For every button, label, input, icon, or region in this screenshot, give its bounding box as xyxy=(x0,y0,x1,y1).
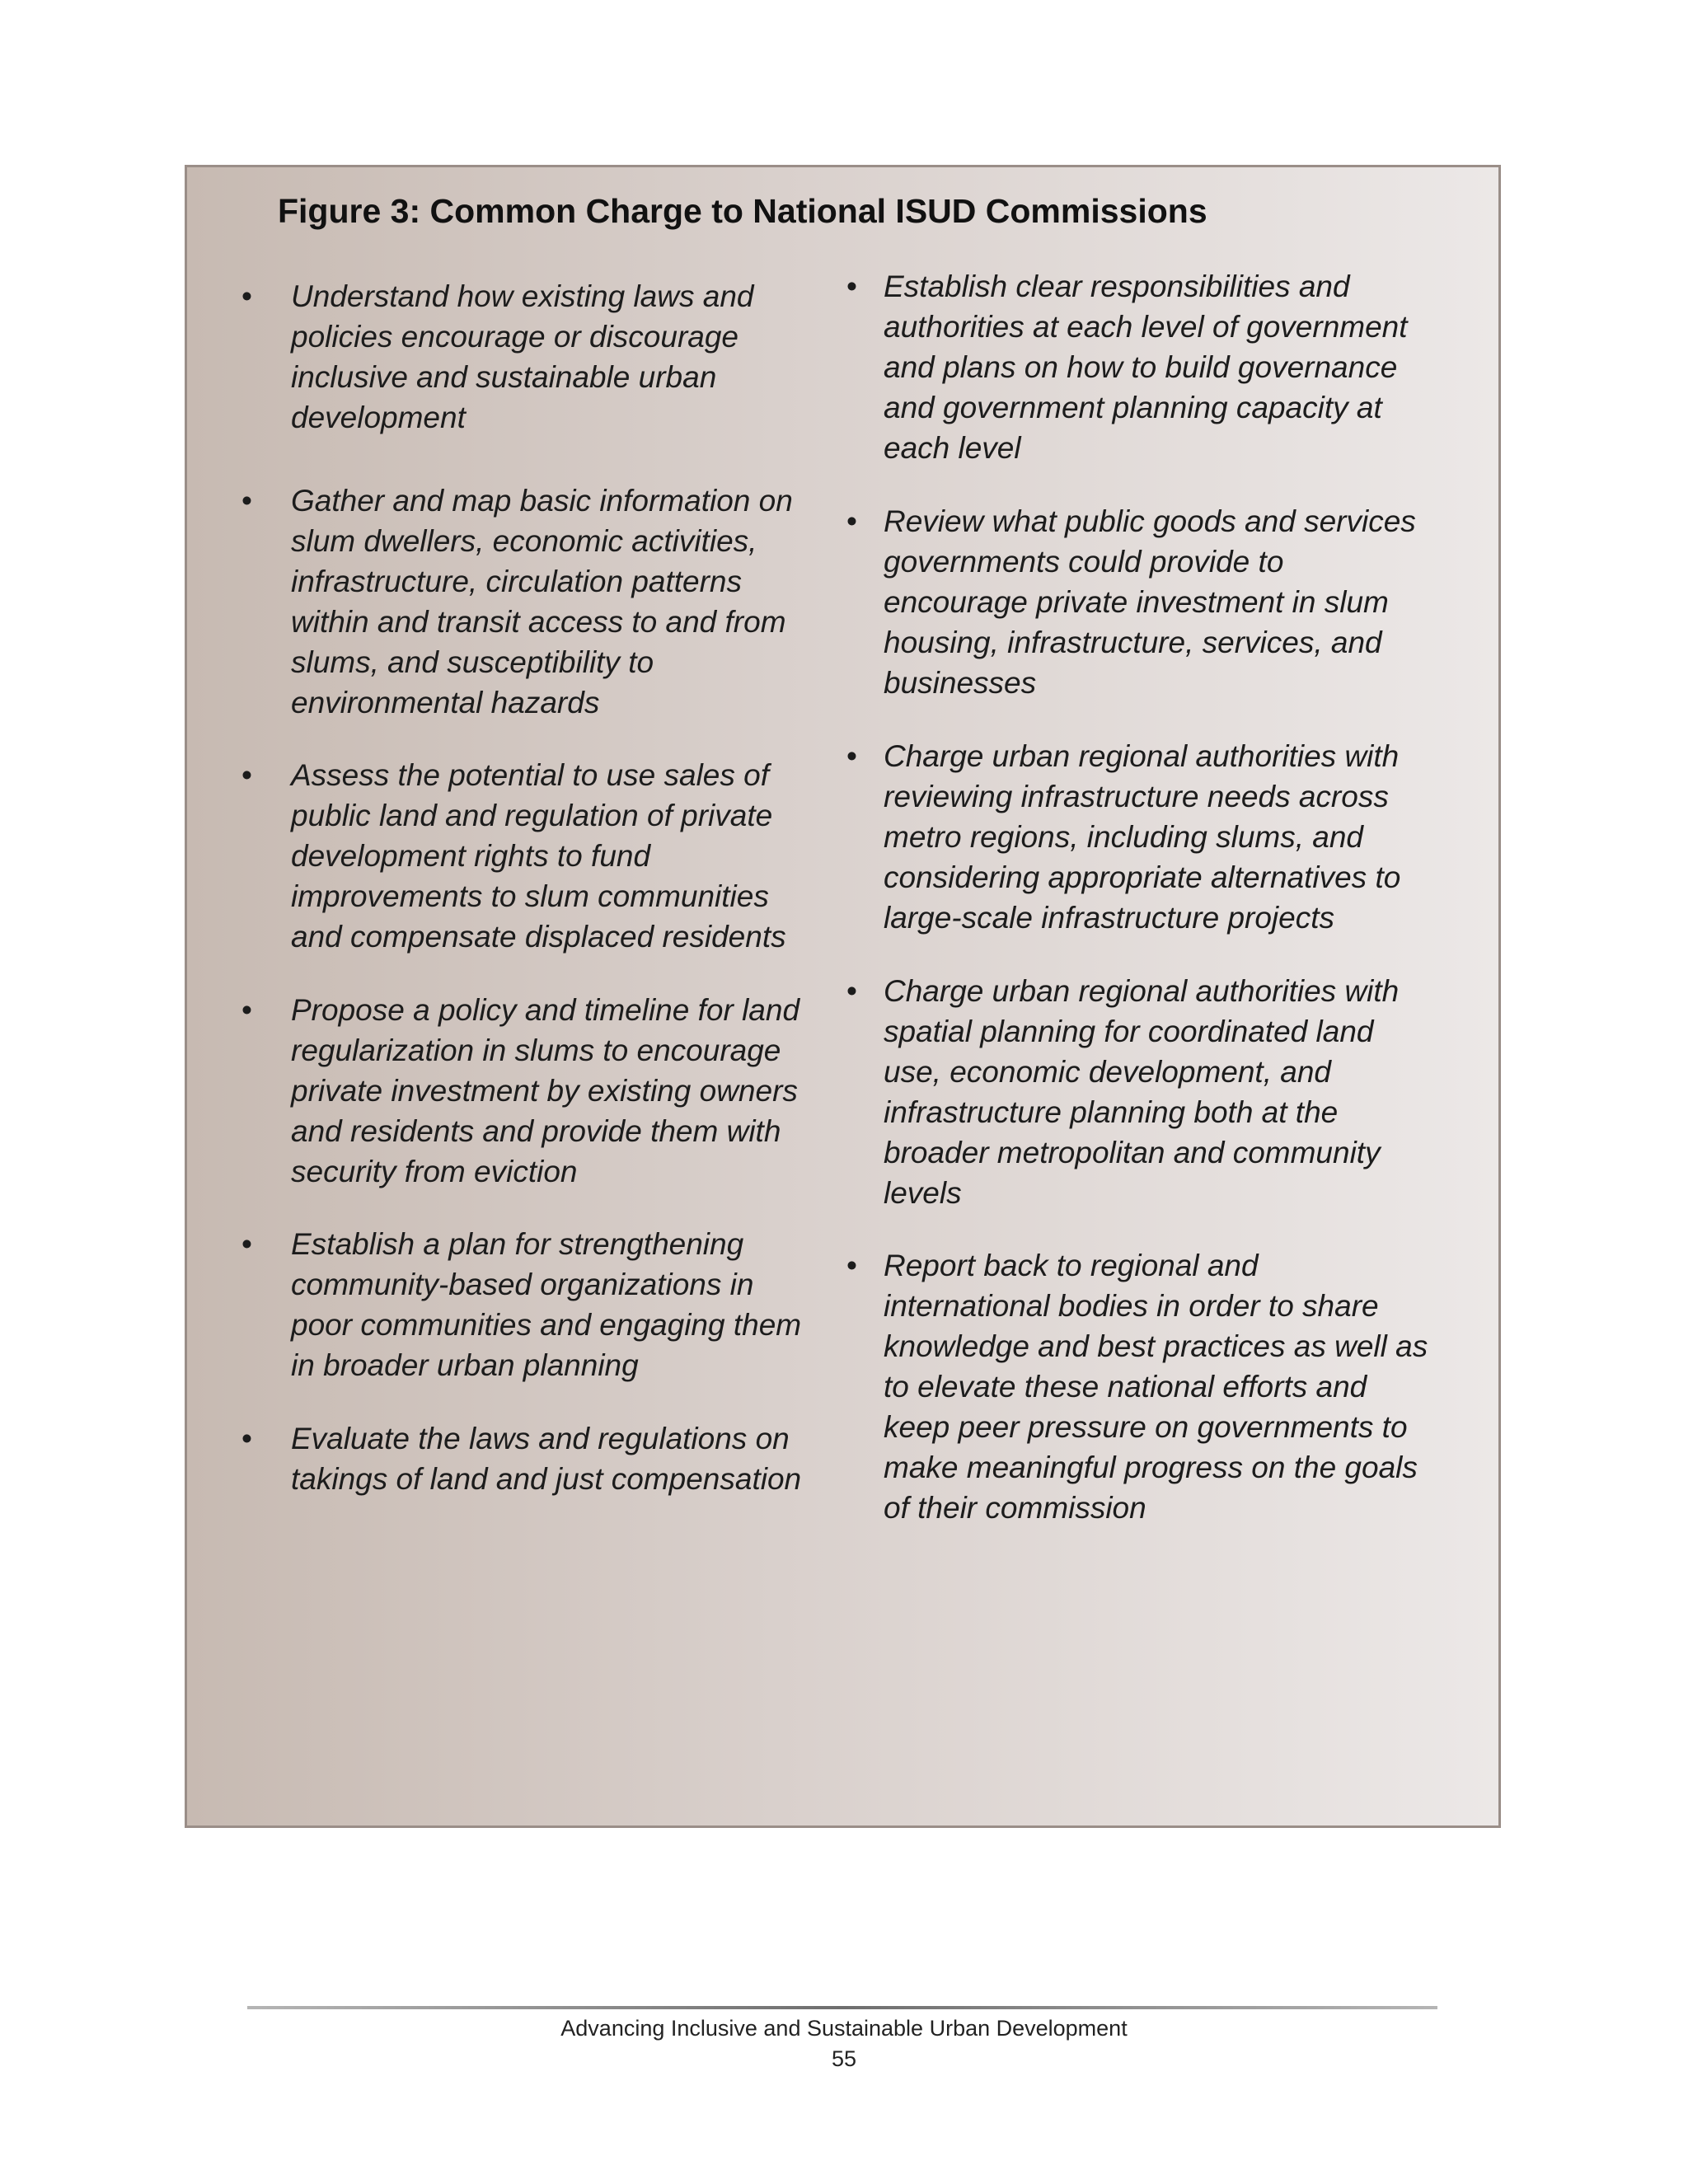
list-item xyxy=(241,276,802,438)
footer-title: Advancing Inclusive and Sustainable Urban Development xyxy=(560,2016,1128,2041)
list-item xyxy=(846,266,1423,468)
list-item xyxy=(241,1224,818,1385)
page-number: 55 xyxy=(831,2046,857,2071)
bullet-mark: • xyxy=(241,1227,252,1261)
list-item xyxy=(241,755,818,957)
list-item xyxy=(846,501,1423,703)
list-item xyxy=(846,736,1423,938)
bullet-mark: • xyxy=(846,739,857,773)
figure-title: Figure 3: Common Charge to National ISUD Commissions xyxy=(278,192,1207,230)
bullet-text: Gather and map basic information on slum dwellers, economic activities, infrastructure, circulation patterns within and transit access to and from slums, and susceptibility to environmental hazards xyxy=(291,484,793,719)
bullet-mark: • xyxy=(846,504,857,538)
list-item xyxy=(241,990,818,1192)
bullet-text: Assess the potential to use sales of public land and regulation of private development rights to fund improvements to slum communities and compensate displaced residents xyxy=(291,758,786,954)
bullet-text: Review what public goods and services governments could provide to encourage private investment in slum housing, infrastructure, services, and businesses xyxy=(884,504,1416,700)
bullet-text: Propose a policy and timeline for land regularization in slums to encourage private investment by existing owners and residents and provide them with security from eviction xyxy=(291,993,800,1188)
bullet-mark: • xyxy=(846,269,857,303)
list-item xyxy=(241,1418,818,1499)
bullet-text: Understand how existing laws and policies encourage or discourage inclusive and sustainable urban development xyxy=(291,279,754,434)
bullet-mark: • xyxy=(241,993,252,1027)
footer-divider xyxy=(247,2006,1437,2009)
bullet-text: Evaluate the laws and regulations on takings of land and just compensation xyxy=(291,1422,802,1496)
bullet-text: Establish clear responsibilities and authorities at each level of government and plans on how to build governance and government planning capacity at each level xyxy=(884,269,1408,465)
figure-box xyxy=(185,165,1501,1828)
bullet-mark: • xyxy=(241,758,252,792)
list-item xyxy=(241,480,818,723)
bullet-text: Charge urban regional authorities with spatial planning for coordinated land use, economic development, and infrastructure planning both at the broader metropolitan and community levels xyxy=(884,974,1400,1210)
bullet-mark: • xyxy=(846,1249,857,1282)
bullet-text: Report back to regional and international bodies in order to share knowledge and best practices as well as to elevate these national efforts and keep peer pressure on governments to make meaningful progress on the goals of their commission xyxy=(884,1249,1428,1525)
list-item xyxy=(846,971,1423,1213)
bullet-text: Establish a plan for strengthening community-based organizations in poor communities and engaging them in broader urban planning xyxy=(291,1227,802,1382)
bullet-mark: • xyxy=(241,279,252,313)
bullet-mark: • xyxy=(846,974,857,1008)
list-item xyxy=(846,1245,1432,1528)
bullet-text: Charge urban regional authorities with reviewing infrastructure needs across metro regions, including slums, and considering appropriate alternatives to large-scale infrastructure projects xyxy=(884,739,1401,935)
bullet-mark: • xyxy=(241,484,252,518)
bullet-mark: • xyxy=(241,1422,252,1455)
